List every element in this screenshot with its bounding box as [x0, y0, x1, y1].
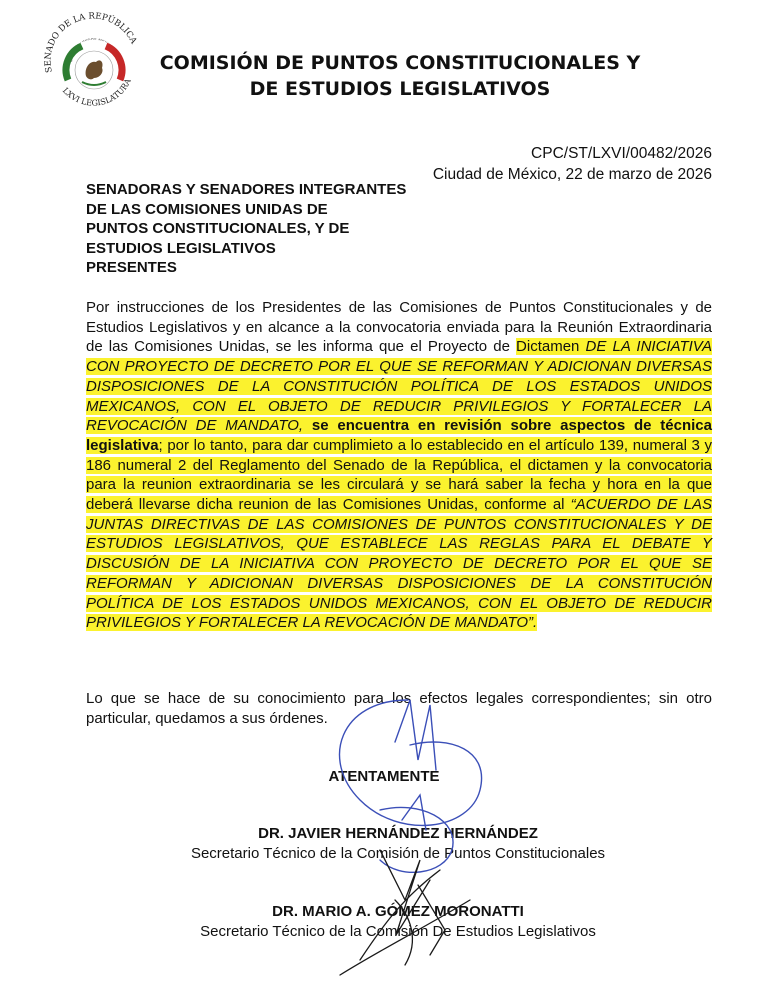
body-intro: Por instrucciones de los Presidentes de las Comisiones de Puntos Constitucionales y de Estudios Legislativos y en alcance a la convocatoria enviada para la Reunión Extraordinaria de las Comisiones Unidas, se les informa que el Proyecto de — [86, 299, 712, 356]
highlighted-passage — [86, 338, 712, 631]
body-middle: ; por lo tanto, para dar cumplimieto a lo establecido en el artículo 139, numeral 3 y 186 numeral 2 del Reglamento del Senado de la República, el dictamen y la convocatoria para la reunion extraordinaria se les circulará y se hará saber la fecha y hora en la que deberá llevarse dicha reunion de las Comisiones Unidas, conforme al — [86, 436, 712, 514]
recipients-line-4: ESTUDIOS LEGISLATIVOS — [86, 239, 276, 257]
seal-text-inner: ESTADOS UNIDOS MEXICANO — [67, 37, 118, 63]
body-paragraph — [86, 298, 712, 633]
signer2-name: DR. MARIO A. GÓMEZ MORONATTI — [272, 903, 524, 920]
recipients-line-5: PRESENTES — [86, 259, 177, 276]
recipients-line-2: DE LAS COMISIONES UNIDAS DE — [86, 200, 328, 218]
review-status-bold: se encuentra en revisión sobre aspectos de técnica legislativa — [86, 417, 712, 454]
title-line-1: COMISIÓN DE PUNTOS CONSTITUCIONALES Y — [159, 52, 641, 74]
agreement-title-italic: “ACUERDO DE LAS JUNTAS DIRECTIVAS DE LAS COMISIONES DE PUNTOS CONSTITUCIONALES Y DE ESTUDIOS LEGISLATIVOS, QUE ESTABLECE LAS REGLAS PARA EL DEBATE Y DISCUSIÓN DE LA INICIATIVA CON PROYECTO DE DECRETO POR EL QUE SE REFORMAN Y ADICIONAN DIVERSAS DISPOSICIONES DE LA CONSTITUCIÓN POLÍTICA DE LOS ESTADOS UNIDOS MEXICANOS, CON EL OBJETO DE REDUCIR PRIVILEGIOS Y FORTALECER LA REVOCACIÓN DE MANDATO”. — [86, 496, 713, 632]
signer1-role: Secretario Técnico de la Comisión de Puntos Constitucionales — [190, 845, 606, 862]
reference-number: CPC/ST/LXVI/00482/2026 — [531, 145, 712, 162]
place-date: Ciudad de México, 22 de marzo de 2026 — [432, 166, 712, 183]
signer1-name: DR. JAVIER HERNÁNDEZ HERNÁNDEZ — [258, 825, 538, 842]
title-line-2: DE ESTUDIOS LEGISLATIVOS — [249, 78, 551, 100]
reference-block — [433, 143, 712, 185]
salutation: ATENTAMENTE — [328, 768, 440, 785]
seal-text-top: SENADO DE LA REPÚBLICA — [43, 11, 139, 74]
committee-title — [150, 50, 650, 102]
recipients-line-3: PUNTOS CONSTITUCIONALES, Y DE — [86, 220, 350, 237]
recipients-block — [86, 180, 406, 278]
body-dictamen: Dictamen — [516, 338, 586, 356]
recipients-line-1: SENADORAS Y SENADORES INTEGRANTES — [86, 181, 407, 198]
closing-paragraph: Lo que se hace de su conocimiento para los efectos legales correspondientes; sin otro particular, quedamos a sus órdenes. — [86, 690, 712, 727]
initiative-title-italic: DE LA INICIATIVA CON PROYECTO DE DECRETO POR EL QUE SE REFORMAN Y ADICIONAN DIVERSAS DISPOSICIONES DE LA CONSTITUCIÓN POLÍTICA DE LOS ESTADOS UNIDOS MEXICANOS, CON EL OBJETO DE REDUCIR PRIVILEGIOS Y FORTALECER LA REVOCACIÓN DE MANDATO, — [86, 338, 712, 435]
senate-seal-logo — [38, 10, 148, 110]
seal-text-bottom: LXVI LEGISLATURA — [60, 77, 133, 108]
signer2-role: Secretario Técnico de la Comisión De Estudios Legislativos — [200, 923, 596, 940]
